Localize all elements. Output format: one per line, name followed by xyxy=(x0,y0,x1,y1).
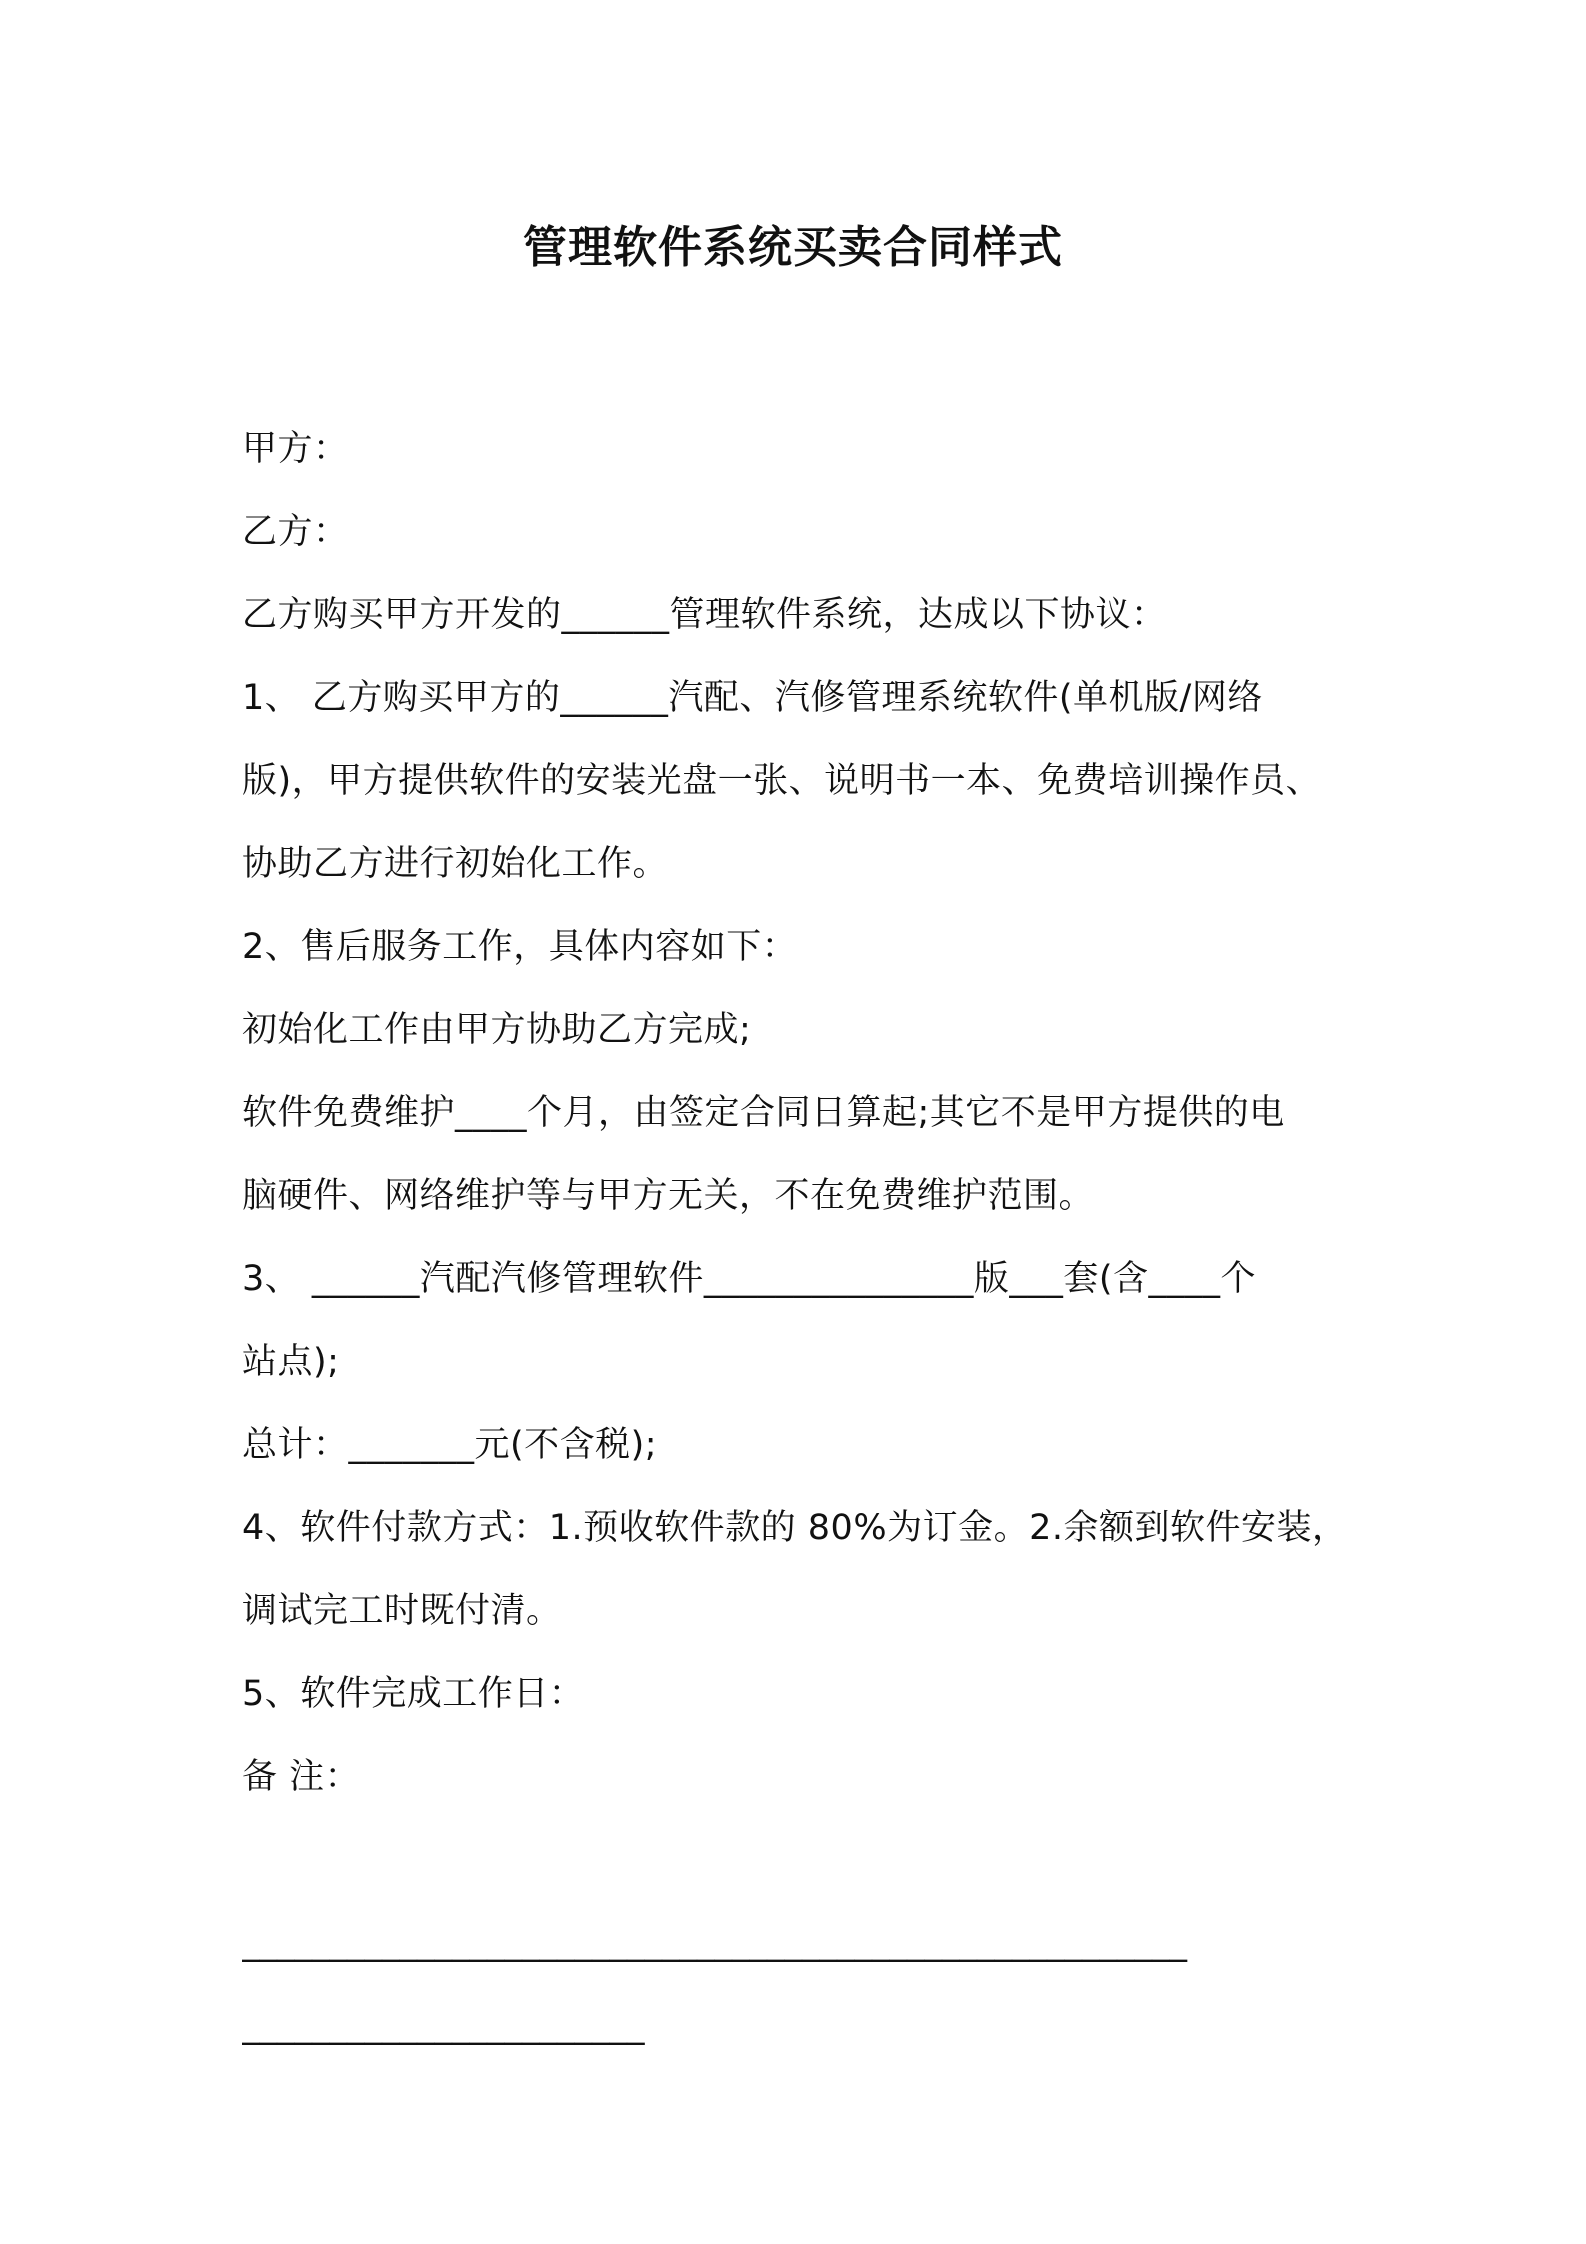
clause-1-line-2: 版)，甲方提供软件的安装光盘一张、说明书一本、免费培训操作员、 xyxy=(242,761,1322,801)
clause-3-line-2: 站点); xyxy=(242,1342,340,1382)
clause-4-line-1: 4、软件付款方式：1.预收软件款的 80%为订金。2.余额到软件安装， xyxy=(242,1508,1348,1548)
clause-5-line: 5、软件完成工作日： xyxy=(242,1674,585,1714)
agreement-intro: 乙方购买甲方开发的______管理软件系统，达成以下协议： xyxy=(242,595,1167,635)
clause-4-line-2: 调试完工时既付清。 xyxy=(242,1591,562,1631)
clause-2-item-1: 初始化工作由甲方协助乙方完成; xyxy=(242,1010,752,1050)
clause-3-line-1: 3、 ______汽配汽修管理软件_______________版___套(含____个 xyxy=(242,1259,1257,1299)
total-line: 总计：_______元(不含税); xyxy=(242,1425,658,1465)
document-body xyxy=(242,408,1372,2068)
party-b-line: 乙方： xyxy=(242,512,349,552)
clause-1-line-3: 协助乙方进行初始化工作。 xyxy=(242,844,669,884)
remarks-blank-line-1: ______________________________________________________ xyxy=(242,1923,1187,1963)
remarks-label: 备 注： xyxy=(242,1757,361,1797)
clause-2-heading: 2、售后服务工作，具体内容如下： xyxy=(242,927,798,967)
clause-2-item-2-line-1: 软件免费维护____个月，由签定合同日算起;其它不是甲方提供的电 xyxy=(242,1093,1285,1133)
remarks-blank-line-2: _______________________ xyxy=(242,2006,645,2046)
clause-2-item-2-line-2: 脑硬件、网络维护等与甲方无关，不在免费维护范围。 xyxy=(242,1176,1095,1216)
clause-1-line-1: 1、 乙方购买甲方的______汽配、汽修管理系统软件(单机版/网络 xyxy=(242,678,1263,718)
party-a-line: 甲方： xyxy=(242,429,349,469)
document-title: 管理软件系统买卖合同样式 xyxy=(523,222,1063,273)
